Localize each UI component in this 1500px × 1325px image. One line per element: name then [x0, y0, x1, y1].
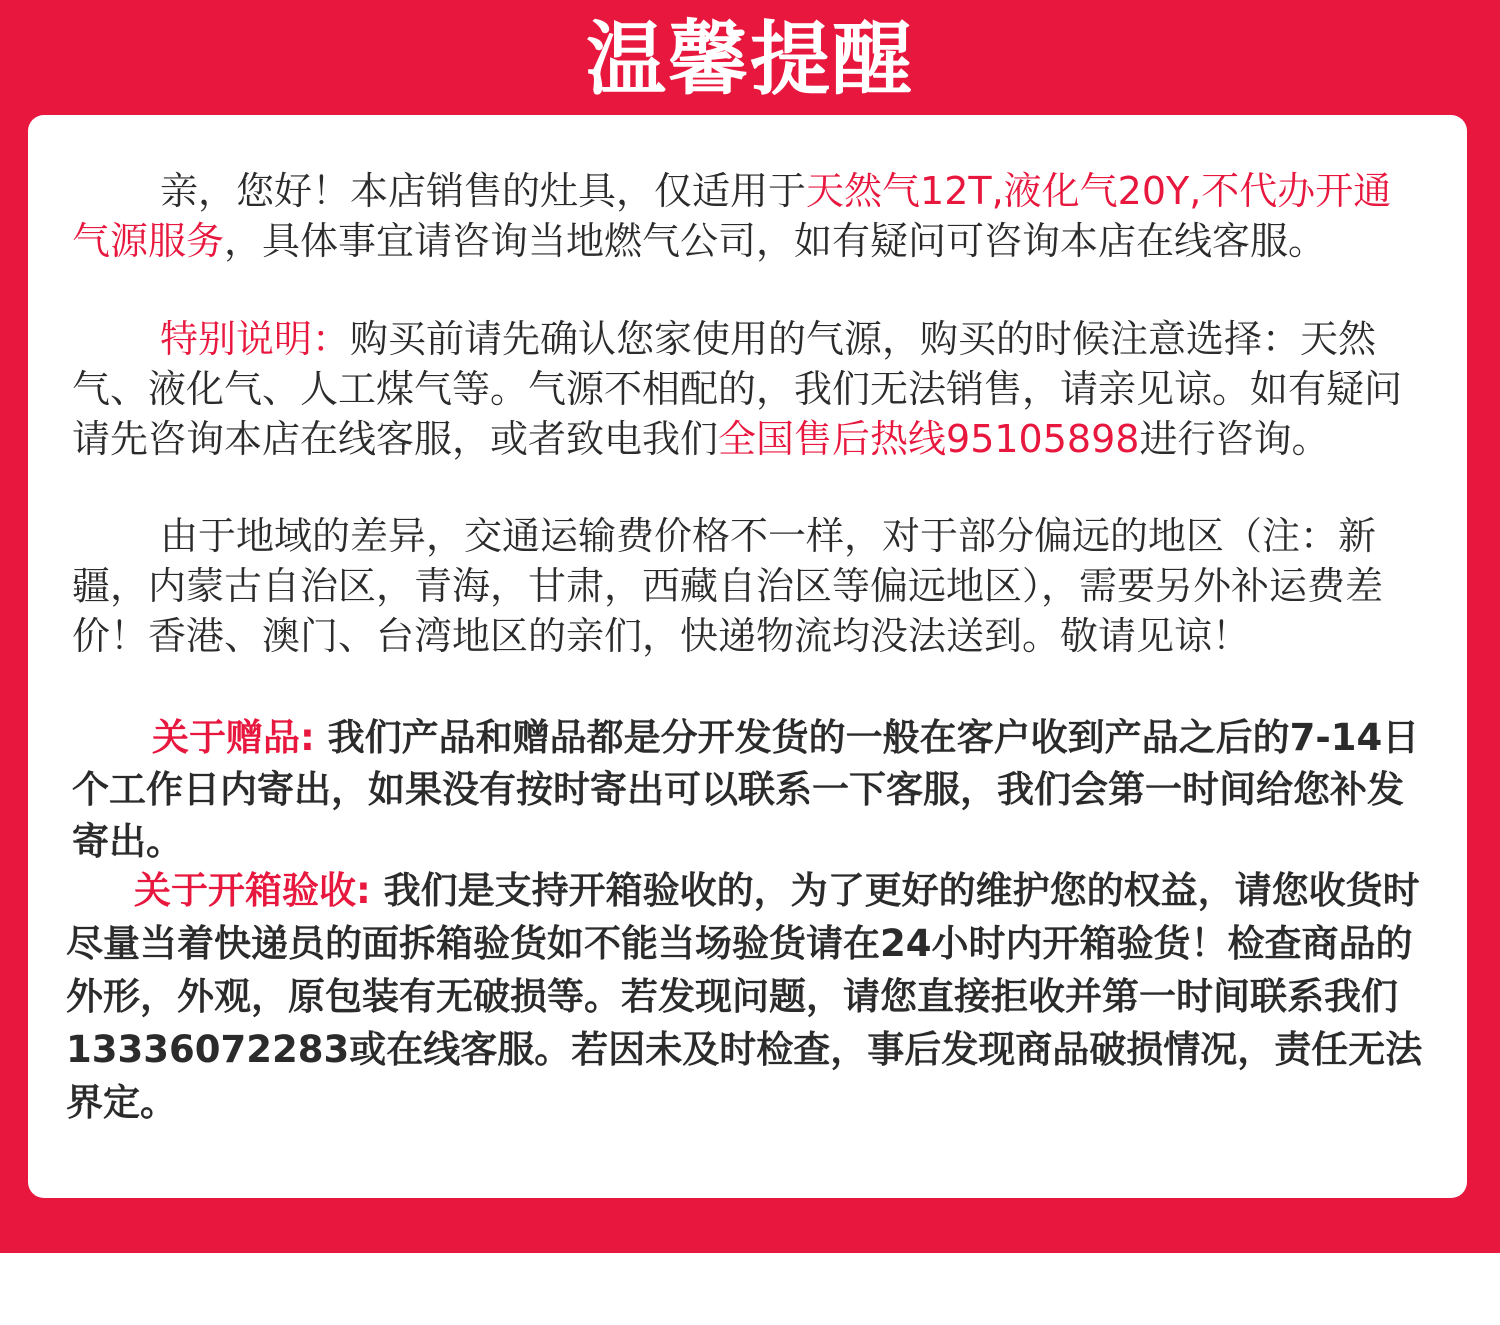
special-note-label: 特别说明：: [160, 317, 351, 361]
gifts-label: 关于赠品:: [152, 716, 315, 759]
gas-type-highlight: 天然气12T,液化气20Y,不代办开通气源服务: [72, 169, 1392, 263]
unboxing-label: 关于开箱验收:: [134, 869, 371, 912]
shipping-text: 由于地域的差异，交通运输费价格不一样，对于部分偏远的地区（注：新疆，内蒙古自治区，青海，甘肃，西藏自治区等偏远地区），需要另外补运费差价！香港、澳门、台湾地区的亲们，快递物流均没法送到。敬请见谅！: [72, 514, 1384, 658]
paragraph-shipping: [72, 511, 1428, 661]
gas-rest-text: ，具体事宜请咨询当地燃气公司，如有疑问可咨询本店在线客服。: [224, 219, 1327, 263]
paragraph-special-note: [72, 314, 1428, 464]
unboxing-text: 我们是支持开箱验收的，为了更好的维护您的权益，请您收货时尽量当着快递员的面拆箱验货如不能当场验货请在24小时内开箱验货！检查商品的外形，外观，原包装有无破损等。若发现问题，请您直接拒收并第一时间联系我们13336072283或在线客服。若因未及时检查，事后发现商品破损情况，责任无法界定。: [66, 869, 1423, 1124]
gifts-text: 我们产品和赠品都是分开发货的一般在客户收到产品之后的7-14日个工作日内寄出，如果没有按时寄出可以联系一下客服，我们会第一时间给您补发寄出。: [72, 716, 1420, 863]
paragraph-gifts: [72, 712, 1428, 868]
paragraph-gas-type: [72, 166, 1428, 266]
hotline-highlight: 全国售后热线95105898: [718, 417, 1140, 461]
page-title: 温馨提醒: [586, 13, 914, 106]
paragraph-unboxing: [66, 864, 1436, 1129]
special-note-text: 购买前请先确认您家使用的气源，购买的时候注意选择：天然气、液化气、人工煤气等。气源不相配的，我们无法销售，请亲见谅。如有疑问请先咨询本店在线客服，或者致电我们: [72, 317, 1403, 461]
gas-intro-text: 亲，您好！本店销售的灶具，仅适用于: [160, 169, 807, 213]
special-note-end: 进行咨询。: [1139, 417, 1330, 461]
